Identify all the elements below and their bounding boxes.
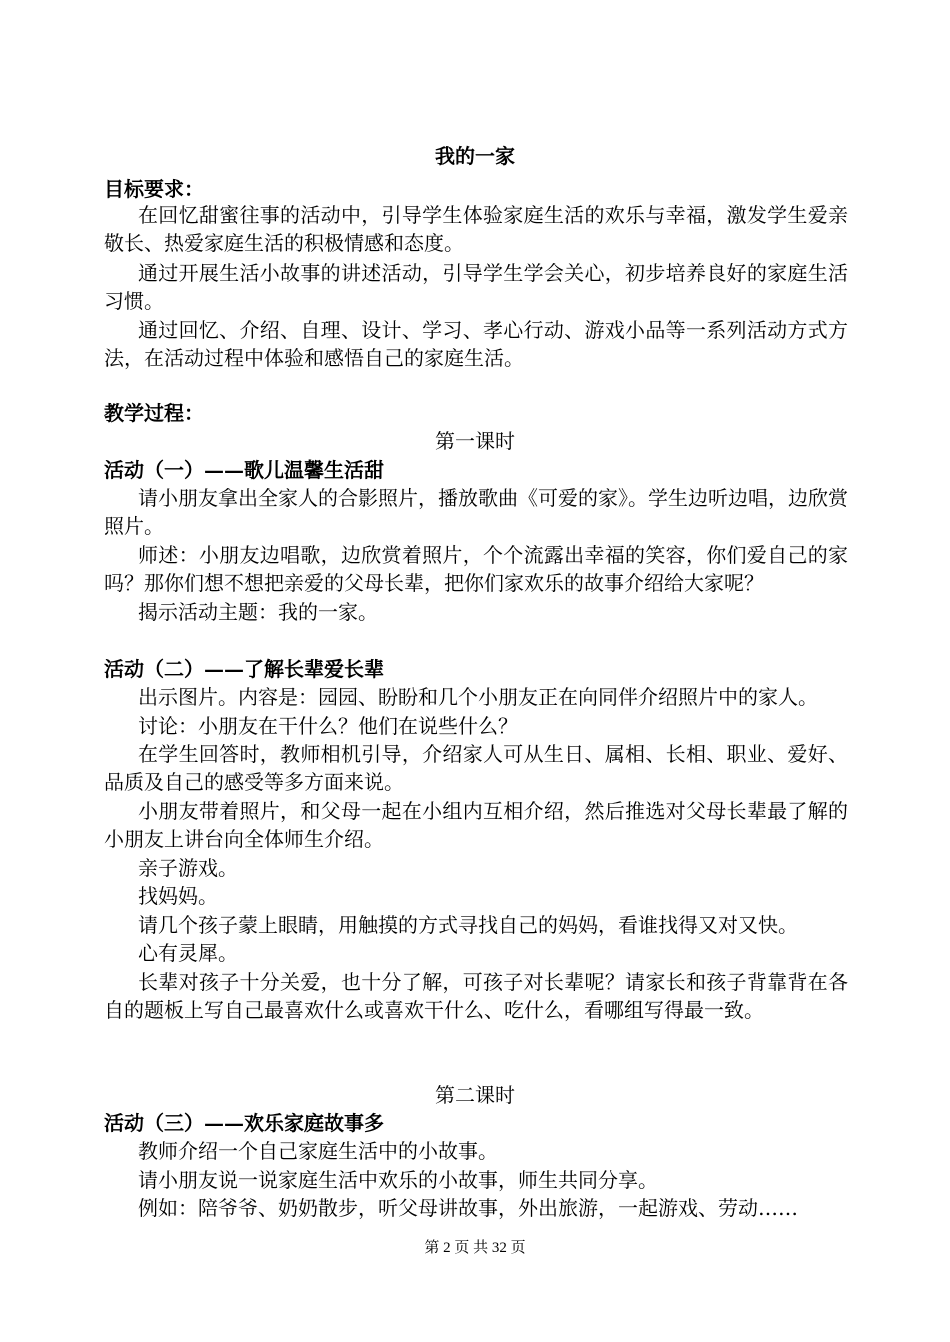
activity-paragraph: 心有灵犀。 (138, 941, 238, 965)
document-title: 我的一家 (435, 144, 515, 168)
objective-paragraph: 通过开展生活小故事的讲述活动，引导学生学会关心，初步培养良好的家庭生活习惯。 (104, 261, 848, 313)
activity-paragraph: 请几个孩子蒙上眼睛，用触摸的方式寻找自己的妈妈，看谁找得又对又快。 (138, 913, 798, 937)
activity-paragraph: 揭示活动主题：我的一家。 (138, 600, 378, 624)
lesson-label: 第二课时 (435, 1083, 515, 1107)
lesson-label: 第一课时 (435, 429, 515, 453)
activity-heading: 活动（一）——歌儿温馨生活甜 (104, 458, 384, 482)
activity-paragraph: 讨论：小朋友在干什么？他们在说些什么？ (138, 714, 518, 738)
objective-paragraph: 在回忆甜蜜往事的活动中，引导学生体验家庭生活的欢乐与幸福，激发学生爱亲敬长、热爱家庭生活的积极情感和态度。 (104, 203, 848, 255)
process-heading: 教学过程： (104, 401, 204, 425)
activity-paragraph: 长辈对孩子十分关爱，也十分了解，可孩子对长辈呢？请家长和孩子背靠背在各自的题板上写自己最喜欢什么或喜欢干什么、吃什么，看哪组写得最一致。 (104, 970, 848, 1022)
activity-paragraph: 亲子游戏。 (138, 856, 238, 880)
activity-paragraph: 教师介绍一个自己家庭生活中的小故事。 (138, 1139, 498, 1163)
objectives-heading: 目标要求： (104, 177, 204, 201)
page-footer: 第 2 页 共 32 页 (424, 1240, 526, 1256)
activity-paragraph: 小朋友带着照片，和父母一起在小组内互相介绍，然后推选对父母长辈最了解的小朋友上讲台向全体师生介绍。 (104, 799, 848, 851)
activity-paragraph: 师述：小朋友边唱歌，边欣赏着照片，个个流露出幸福的笑容，你们爱自己的家吗？那你们想不想把亲爱的父母长辈，把你们家欢乐的故事介绍给大家呢？ (104, 543, 848, 595)
objective-paragraph: 通过回忆、介绍、自理、设计、学习、孝心行动、游戏小品等一系列活动方式方法，在活动过程中体验和感悟自己的家庭生活。 (104, 318, 848, 370)
activity-paragraph: 请小朋友拿出全家人的合影照片，播放歌曲《可爱的家》。学生边听边唱，边欣赏照片。 (104, 486, 848, 538)
activity-heading: 活动（二）——了解长辈爱长辈 (104, 657, 384, 681)
activity-paragraph: 在学生回答时，教师相机引导，介绍家人可从生日、属相、长相、职业、爱好、品质及自己的感受等多方面来说。 (104, 742, 848, 794)
activity-paragraph: 找妈妈。 (138, 884, 218, 908)
activity-paragraph: 出示图片。内容是：园园、盼盼和几个小朋友正在向同伴介绍照片中的家人。 (138, 685, 818, 709)
activity-paragraph: 请小朋友说一说家庭生活中欢乐的小故事，师生共同分享。 (138, 1168, 658, 1192)
activity-paragraph: 例如：陪爷爷、奶奶散步，听父母讲故事，外出旅游，一起游戏、劳动…… (138, 1196, 798, 1220)
activity-heading: 活动（三）——欢乐家庭故事多 (104, 1111, 384, 1135)
